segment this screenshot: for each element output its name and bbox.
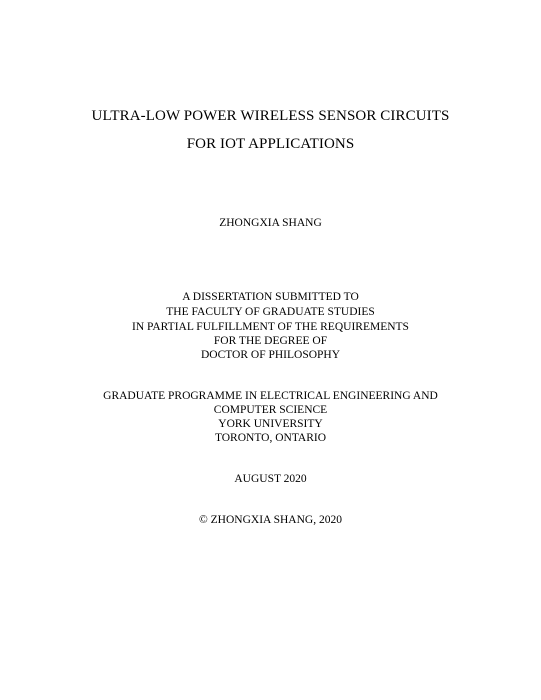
program-line-1: GRADUATE PROGRAMME IN ELECTRICAL ENGINEERING AND: [103, 390, 438, 402]
dissertation-line-2: THE FACULTY OF GRADUATE STUDIES: [166, 306, 375, 318]
dissertation-line-4: FOR THE DEGREE OF: [213, 335, 328, 347]
dissertation-line-3: IN PARTIAL FULFILLMENT OF THE REQUIREMENTS: [132, 321, 409, 333]
author-name: ZHONGXIA SHANG: [219, 217, 322, 229]
thesis-title-line-1: ULTRA-LOW POWER WIRELESS SENSOR CIRCUITS: [91, 108, 450, 124]
copyright-notice: © ZHONGXIA SHANG, 2020: [199, 514, 342, 526]
dissertation-line-1: A DISSERTATION SUBMITTED TO: [182, 291, 359, 303]
program-line-4: TORONTO, ONTARIO: [214, 432, 327, 444]
program-line-3: YORK UNIVERSITY: [218, 418, 323, 430]
submission-date: AUGUST 2020: [234, 473, 307, 485]
dissertation-line-5: DOCTOR OF PHILOSOPHY: [200, 349, 341, 361]
thesis-title-line-2: FOR IOT APPLICATIONS: [186, 136, 355, 152]
program-line-2: COMPUTER SCIENCE: [213, 404, 328, 416]
